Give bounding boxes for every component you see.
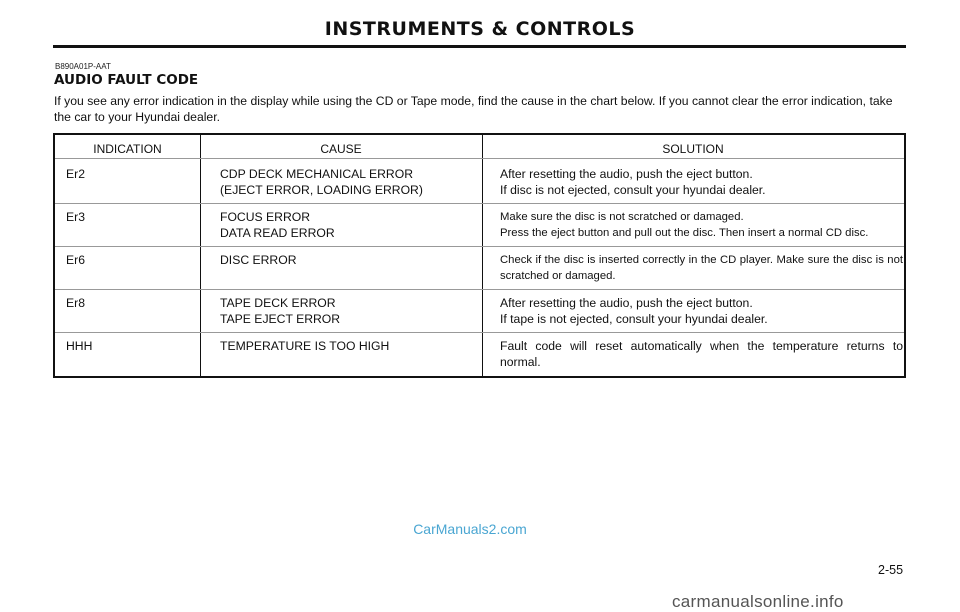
solution-line: After resetting the audio, push the eject button. xyxy=(500,167,753,181)
row-divider xyxy=(55,332,904,333)
section-code: B890A01P-AAT xyxy=(55,62,111,71)
cause-line: TEMPERATURE IS TOO HIGH xyxy=(220,339,390,353)
indication-cell: HHH xyxy=(66,339,93,353)
cause-line: (EJECT ERROR, LOADING ERROR) xyxy=(220,182,423,197)
solution-line: If disc is not ejected, consult your hyundai dealer. xyxy=(500,182,766,197)
cause-line: FOCUS ERROR xyxy=(220,210,311,224)
row-divider xyxy=(55,203,904,204)
solution-line: Fault code will reset automatically when the temperature returns to normal. xyxy=(500,339,903,369)
row-divider xyxy=(55,158,904,159)
cause-cell xyxy=(220,167,423,198)
indication-cell: Er6 xyxy=(66,253,85,267)
cause-line: DISC ERROR xyxy=(220,253,297,267)
footer-watermark: carmanualsonline.info xyxy=(672,592,844,611)
cause-cell xyxy=(220,253,297,269)
header-indication: INDICATION xyxy=(93,142,162,156)
page-number: 2-55 xyxy=(878,563,904,577)
site-watermark[interactable]: CarManuals2.com xyxy=(413,521,527,537)
indication-cell: Er2 xyxy=(66,167,85,181)
fault-code-table xyxy=(53,133,906,378)
cause-cell xyxy=(220,339,389,355)
solution-cell xyxy=(500,167,903,198)
row-divider xyxy=(55,246,904,247)
header-rule xyxy=(53,45,906,48)
indication-cell: Er3 xyxy=(66,210,85,224)
page-header-title: INSTRUMENTS & CONTROLS xyxy=(324,18,636,40)
solution-cell xyxy=(500,210,903,241)
solution-cell xyxy=(500,339,903,370)
column-divider xyxy=(482,135,483,376)
solution-cell xyxy=(500,253,903,284)
section-title: AUDIO FAULT CODE xyxy=(54,72,199,88)
solution-line: After resetting the audio, push the eject button. xyxy=(500,296,753,310)
solution-line: Check if the disc is inserted correctly in the CD player. Make sure the disc is not scratched or damaged. xyxy=(500,254,903,282)
cause-cell xyxy=(220,210,335,241)
row-divider xyxy=(55,289,904,290)
solution-cell xyxy=(500,296,903,327)
column-divider xyxy=(200,135,201,376)
cause-line: TAPE DECK ERROR xyxy=(220,296,336,310)
indication-cell: Er8 xyxy=(66,296,85,310)
intro-paragraph: If you see any error indication in the display while using the CD or Tape mode, find the cause in the chart below. If you cannot clear the error indication, take the car to your Hyundai dealer. xyxy=(54,94,893,124)
cause-line: DATA READ ERROR xyxy=(220,225,335,240)
solution-line: Press the eject button and pull out the disc. Then insert a normal CD disc. xyxy=(500,226,869,239)
solution-line: If tape is not ejected, consult your hyundai dealer. xyxy=(500,311,768,326)
cause-line: CDP DECK MECHANICAL ERROR xyxy=(220,167,413,181)
cause-cell xyxy=(220,296,340,327)
header-cause: CAUSE xyxy=(320,142,362,156)
solution-line: Make sure the disc is not scratched or damaged. xyxy=(500,211,744,223)
header-solution: SOLUTION xyxy=(662,142,724,156)
cause-line: TAPE EJECT ERROR xyxy=(220,311,341,326)
